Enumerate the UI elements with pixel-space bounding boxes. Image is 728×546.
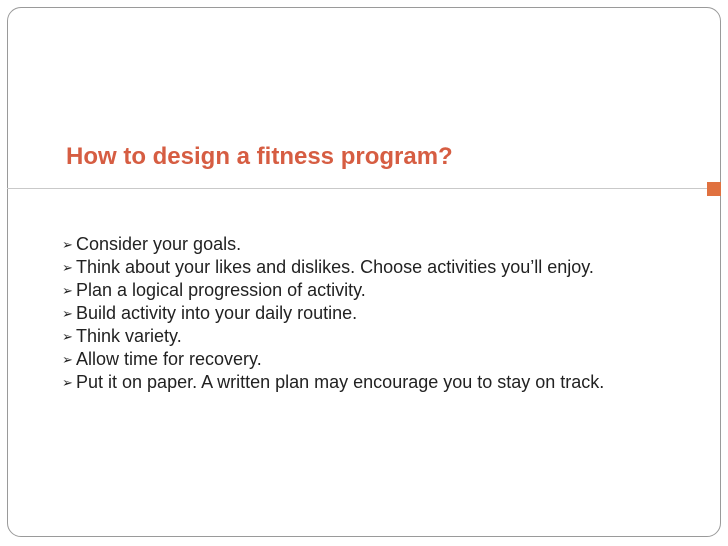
bullet-text: Think variety. — [76, 326, 182, 346]
list-item — [62, 303, 672, 325]
divider-line — [7, 188, 707, 189]
arrow-bullet-icon: ➢ — [62, 329, 73, 344]
bullet-text: Consider your goals. — [76, 234, 242, 254]
arrow-bullet-icon: ➢ — [62, 306, 73, 321]
list-item — [62, 234, 672, 256]
bullet-text: Put it on paper. A written plan may encourage you to stay on track. — [76, 372, 605, 392]
title-divider — [7, 182, 721, 196]
arrow-bullet-icon: ➢ — [62, 237, 73, 252]
arrow-bullet-icon: ➢ — [62, 283, 73, 298]
arrow-bullet-icon: ➢ — [62, 375, 73, 390]
bullet-text: Think about your likes and dislikes. Choose activities you’ll enjoy. — [76, 257, 594, 277]
list-item — [62, 257, 672, 279]
slide-title: How to design a fitness program? — [66, 143, 453, 170]
list-item — [62, 326, 672, 348]
bullet-text: Build activity into your daily routine. — [76, 303, 358, 323]
list-item — [62, 280, 672, 302]
bullet-text: Plan a logical progression of activity. — [76, 280, 366, 300]
divider-accent-square — [707, 182, 721, 196]
arrow-bullet-icon: ➢ — [62, 260, 73, 275]
bullet-list — [62, 234, 672, 395]
bullet-text: Allow time for recovery. — [76, 349, 262, 369]
list-item — [62, 372, 672, 394]
arrow-bullet-icon: ➢ — [62, 352, 73, 367]
list-item — [62, 349, 672, 371]
